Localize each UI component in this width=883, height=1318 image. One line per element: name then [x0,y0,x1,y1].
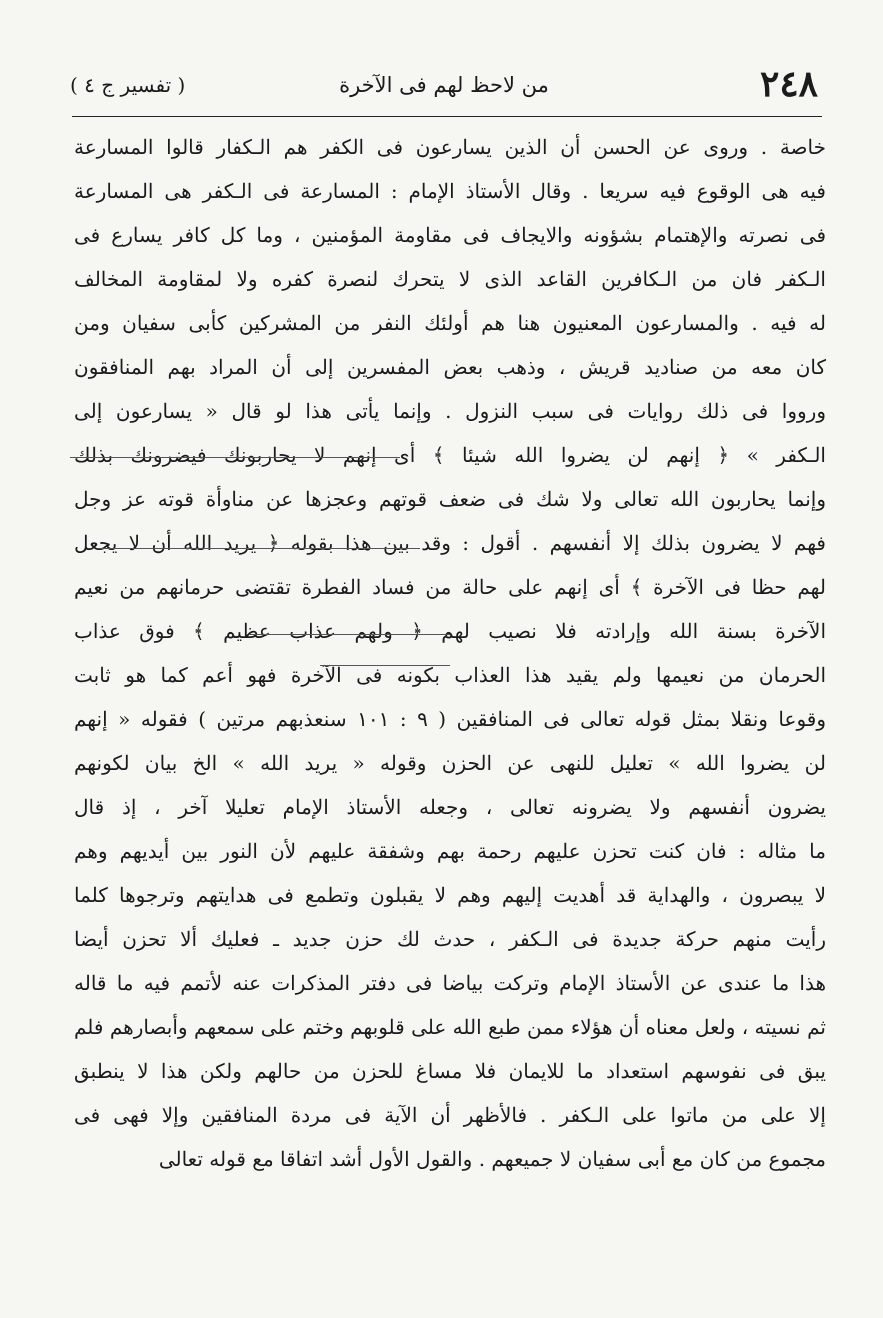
text-line: رأيت منهم حركة جديدة فى الـكفر ، حدث لك حزن جديد ـ فعليك ألا تحزن أيضا [74,927,826,951]
text-line: يضرون أنفسهم ولا يضرونه تعالى ، وجعله الأستاذ الإمام تعليلا آخر ، إذ قال [74,795,826,819]
text-line: الـكفر » ﴿ إنهم لن يضروا الله شيئا ﴾ أى إنهم لا يحاربونك فيضرونك بذلك [74,443,826,467]
margin-rule [250,634,450,635]
text-line: خاصة . وروى عن الحسن أن الذين يسارعون فى الكفر هم الـكفار قالوا المسارعة [74,135,826,159]
chapter-reference: ( تفسير ج ٤ ) [70,73,186,97]
margin-rule [320,665,450,666]
text-line: كان معه من صناديد قريش ، وذهب بعض المفسرين إلى أن المراد بهم المنافقون [74,355,826,379]
text-line: الـكفر فان من الـكافرين القاعد الذى لا يتحرك لنصرة كفره ولا لمقاومة المخالف [74,267,826,291]
text-line: فى نصرته والإهتمام بشؤونه والايجاف فى مقاومة المؤمنين ، وما كل كافر يسارع فى [74,223,826,247]
text-line: يبق فى نفوسهم استعداد ما للايمان فلا مساغ للحزن من حالهم ولكن هذا لا ينطبق [74,1059,826,1083]
text-line: إلا على من ماتوا على الـكفر . فالأظهر أن الآية فى مردة المنافقين وإلا فهى فى [74,1103,826,1127]
text-line: فهم لا يضرون بذلك إلا أنفسهم . أقول : وقد بين هذا بقوله ﴿ يريد الله أن لا يجعل [74,531,826,555]
text-line: الآخرة بسنة الله وإرادته فلا نصيب لهم ﴿ ولهم عذاب عظيم ﴾ فوق عذاب [74,619,826,643]
margin-rule [100,548,420,549]
text-line: ما مثاله : فان كنت تحزن عليهم رحمة بهم وشفقة عليهم لأن النور بين أيديهم وهم [74,839,826,863]
page-header [70,62,818,114]
text-line: وإنما يحاربون الله تعالى ولا شك فى ضعف قوتهم وعجزها عن مناوأة قوته عز وجل [74,487,826,511]
margin-rule [70,457,400,458]
text-line: له فيه . والمسارعون المعنيون هنا هم أولئك النفر من المشركين كأبى سفيان ومن [74,311,826,335]
page-number: ٢٤٨ [759,63,818,105]
text-line: ورووا فى ذلك روايات فى سبب النزول . وإنما يأتى هذا لو قال « يسارعون إلى [74,399,826,423]
text-line: وقوعا ونقلا بمثل قوله تعالى فى المنافقين ( ٩ : ١٠١ سنعذبهم مرتين ) فقوله « إنهم [74,707,826,731]
header-rule [72,116,822,117]
text-line: فيه هى الوقوع فيه سريعا . وقال الأستاذ الإمام : المسارعة فى الـكفر هى المسارعة [74,179,826,203]
text-line: لن يضروا الله » تعليل للنهى عن الحزن وقوله « يريد الله » الخ بيان لكونهم [74,751,826,775]
text-line: لا يبصرون ، والهداية قد أهديت إليهم وهم لا يقبلون وتطمع فى هدايتهم وترجوها كلما [74,883,826,907]
body-text [74,125,826,1181]
running-title: من لاحظ لهم فى الآخرة [339,73,549,97]
text-line: مجموع من كان مع أبى سفيان لا جميعهم . والقول الأول أشد اتفاقا مع قوله تعالى [158,1147,826,1171]
text-line: الحرمان من نعيمها ولم يقيد هذا العذاب بكونه فى الآخرة فهو أعم كما هو ثابت [74,663,826,687]
text-line: لهم حظا فى الآخرة ﴾ أى إنهم على حالة من فساد الفطرة تقتضى حرمانهم من نعيم [74,575,826,599]
text-line: ثم نسيته ، ولعل معناه أن هؤلاء ممن طبع الله على قلوبهم وختم على سمعهم وأبصارهم فلم [74,1015,826,1039]
text-line: هذا ما عندى عن الأستاذ الإمام وتركت بياضا فى دفتر المذكرات عنه لأتمم فيه ما قاله [74,971,826,995]
